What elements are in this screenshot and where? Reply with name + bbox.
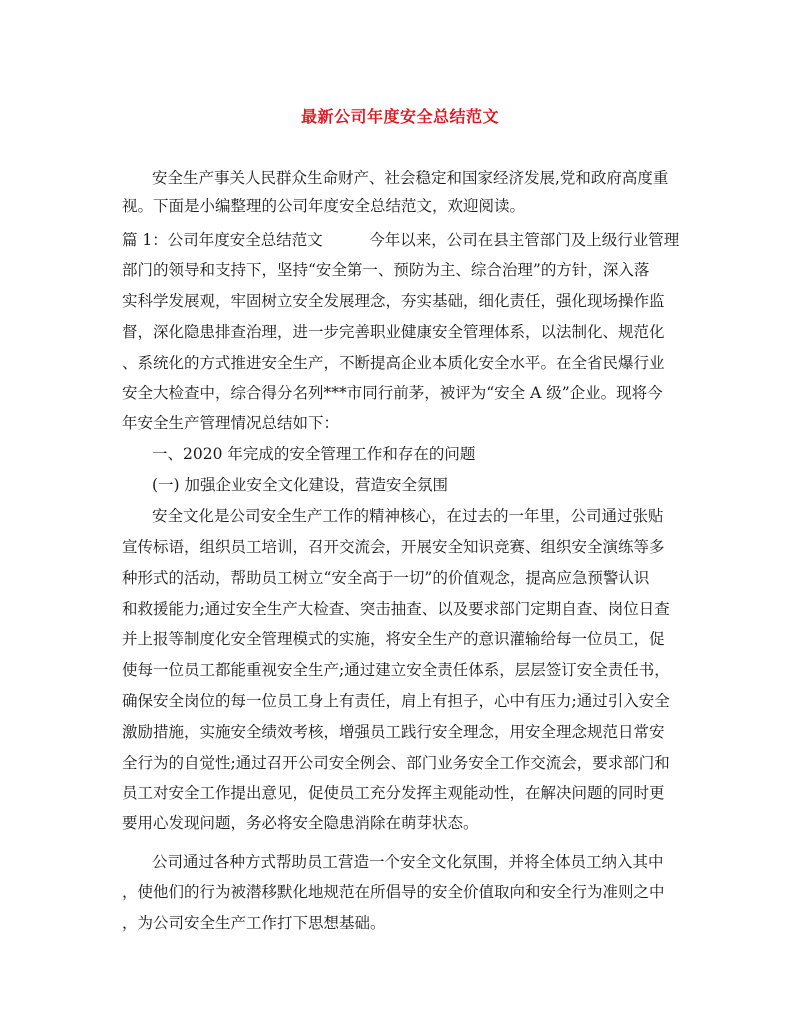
paragraph-line: 确保安全岗位的每一位员工身上有责任，肩上有担子，心中有压力;通过引入安全	[122, 692, 670, 710]
paragraph-line: 激励措施，实施安全绩效考核，增强员工践行安全理念，用安全理念规范日常安	[122, 723, 665, 741]
paragraph-line: 种形式的活动，帮助员工树立“安全高于一切”的价值观念，提高应急预警认识	[122, 569, 650, 587]
paragraph-line: 使每一位员工都能重视安全生产;通过建立安全责任体系，层层签订安全责任书，	[122, 661, 670, 679]
paragraph-line: 要用心发现问题，务必将安全隐患消除在萌芽状态。	[122, 814, 479, 832]
paragraph-line: ，为公司安全生产工作打下思想基础。	[122, 914, 386, 932]
paragraph-line: ，使他们的行为被潜移默化地规范在所倡导的安全价值取向和安全行为准则之中	[122, 883, 665, 901]
paragraph-line: 年安全生产管理情况总结如下：	[122, 414, 340, 432]
paragraph-line: 安全文化是公司安全生产工作的精神核心，在过去的一年里，公司通过张贴	[152, 507, 664, 525]
paragraph-line: 员工对安全工作提出意见，促使员工充分发挥主观能动性，在解决问题的同时更	[122, 784, 665, 802]
paragraph-line: 篇 1：公司年度安全总结范文 今年以来，公司在县主管部门及上级行业管理	[122, 231, 680, 249]
paragraph-line: 安全大检查中，综合得分名列***市同行前茅，被评为“安全 A 级”企业。现将今	[122, 384, 663, 402]
paragraph-line: 全行为的自觉性;通过召开公司安全例会、部门业务安全工作交流会，要求部门和	[122, 754, 670, 772]
subsection-heading: (一) 加强企业安全文化建设，营造安全氛围	[152, 476, 449, 494]
paragraph-line: 部门的领导和支持下，坚持“安全第一、预防为主、综合治理”的方针，深入落	[122, 261, 650, 279]
paragraph-line: 公司通过各种方式帮助员工营造一个安全文化氛围，并将全体员工纳入其中	[152, 853, 664, 871]
paragraph-line: 安全生产事关人民群众生命财产、社会稳定和国家经济发展,党和政府高度重	[152, 169, 669, 187]
paragraph-line: 和救援能力;通过安全生产大检查、突击抽查、以及要求部门定期自查、岗位日查	[122, 600, 670, 618]
paragraph-line: 并上报等制度化安全管理模式的实施，将安全生产的意识灌输给每一位员工，促	[122, 630, 665, 648]
paragraph-line: 视。下面是小编整理的公司年度安全总结范文，欢迎阅读。	[122, 197, 526, 215]
paragraph-line: 、系统化的方式推进安全生产，不断提高企业本质化安全水平。在全省民爆行业	[122, 354, 665, 372]
paragraph-line: 宣传标语，组织员工培训，召开交流会，开展安全知识竞赛、组织安全演练等多	[122, 538, 665, 556]
paragraph-line: 督，深化隐患排查治理，进一步完善职业健康安全管理体系，以法制化、规范化	[122, 323, 665, 341]
document-title: 最新公司年度安全总结范文	[300, 107, 499, 126]
paragraph-line: 实科学发展观，牢固树立安全发展理念，夯实基础，细化责任，强化现场操作监	[122, 292, 665, 310]
section-heading: 一、2020 年完成的安全管理工作和存在的问题	[152, 445, 476, 463]
